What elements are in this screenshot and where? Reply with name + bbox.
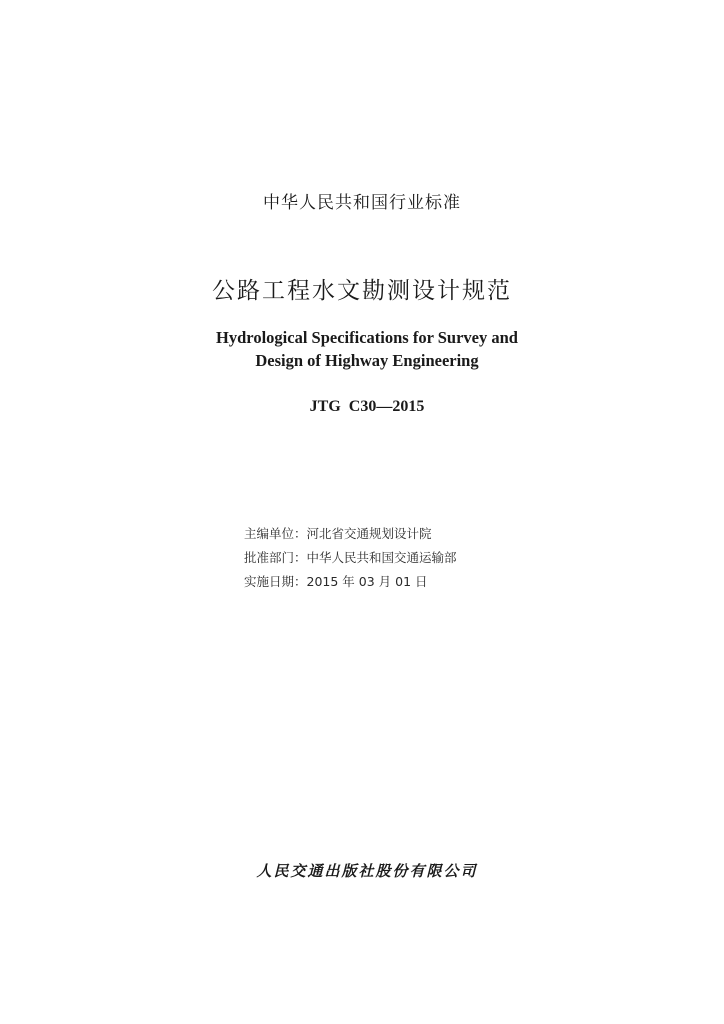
compiler-value: 河北省交通规划设计院 <box>306 526 432 541</box>
approver-label: 批准部门： <box>244 550 307 565</box>
standard-code: JTG C30—2015 <box>309 398 425 415</box>
chinese-title: 公路工程水文勘测设计规范 <box>212 278 512 304</box>
approver-value: 中华人民共和国交通运输部 <box>306 550 457 565</box>
effective-date-row <box>244 570 457 594</box>
english-title-line-2: Design of Highway Engineering <box>255 351 479 370</box>
english-title-line-1: Hydrological Specifications for Survey and <box>216 328 518 347</box>
effective-date-value: 2015 年 03 月 01 日 <box>306 574 428 589</box>
compiler-label: 主编单位： <box>244 526 307 541</box>
effective-date-label: 实施日期： <box>244 574 307 589</box>
industry-standard-heading: 中华人民共和国行业标准 <box>263 193 461 213</box>
publisher-name: 人民交通出版社股份有限公司 <box>256 862 478 880</box>
compiler-row <box>244 522 457 546</box>
approver-row <box>244 546 457 570</box>
english-title <box>0 326 724 372</box>
publication-info <box>244 522 457 594</box>
